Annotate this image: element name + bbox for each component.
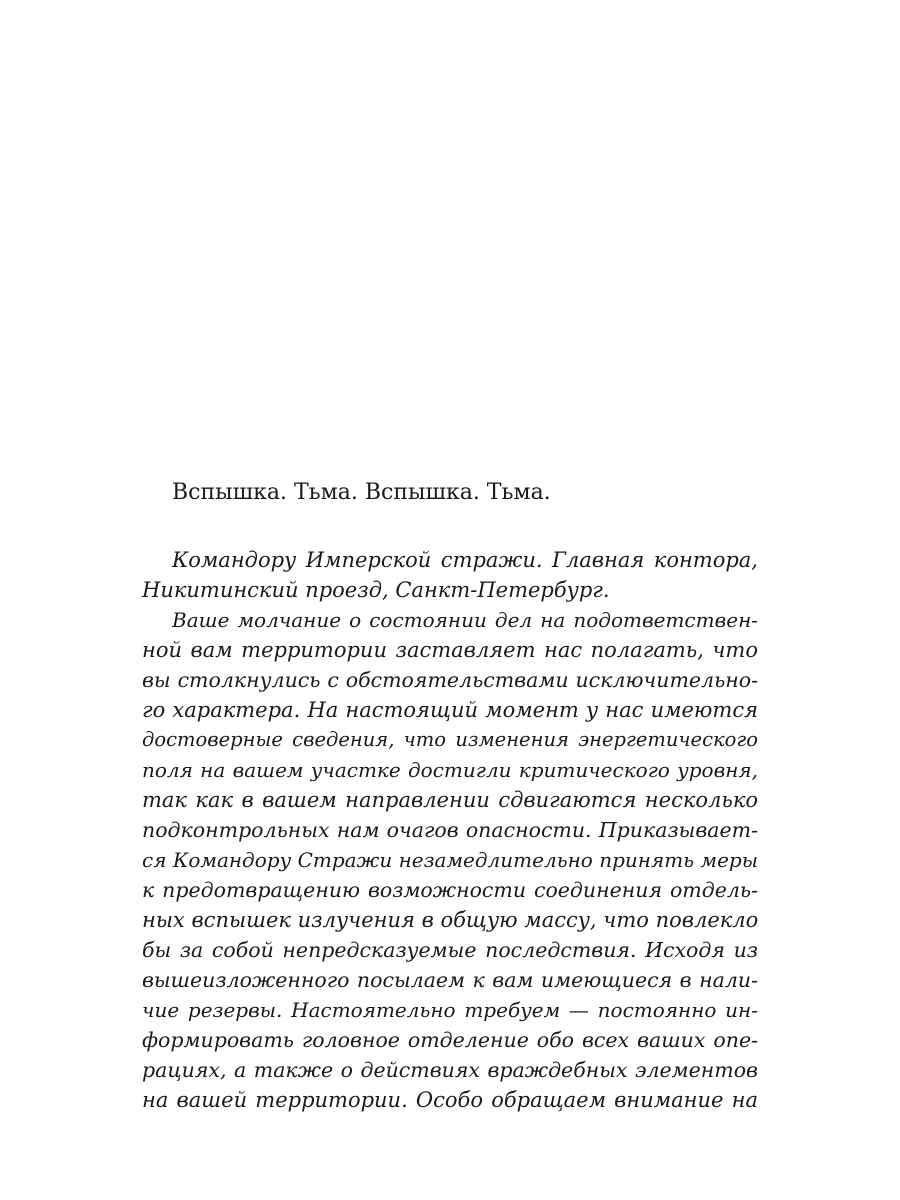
message-line: го характера. На настоящий момент у нас имеются [142,698,758,722]
message-line: ся Командору Стражи незамедлительно принять меры [142,848,758,872]
message-line: бы за собой непредсказуемые последствия. Исходя из [142,938,758,962]
address-block [142,545,758,605]
message-line: к предотвращению возможности соединения отдель- [142,878,758,902]
message-line: поля на вашем участке достигли критического уровня, [142,758,758,782]
message-line: так как в вашем направлении сдвигаются несколько [142,788,758,812]
message-line: ной вам территории заставляет нас полагать, что [142,638,758,662]
message-line: формировать головное отделение обо всех ваших опе- [142,1028,758,1052]
message-line: подконтрольных нам очагов опасности. Приказывает- [142,818,758,842]
address-line: Командору Имперской стражи. Главная контора, [172,548,758,572]
message-line: ных вспышек излучения в общую массу, что повлекло [142,908,759,932]
intro-line: Вспышка. Тьма. Вспышка. Тьма. [172,480,551,505]
message-line: на вашей территории. Особо обращаем внимание на [142,1088,758,1112]
address-line: Никитинский проезд, Санкт-Петербург. [142,578,610,602]
message-paragraph [142,605,758,1115]
message-line: вы столкнулись с обстоятельствами исключительно- [142,668,758,692]
message-line: вышеизложенного посылаем к вам имеющиеся в нали- [142,968,758,992]
message-line: чие резервы. Настоятельно требуем — постоянно ин- [142,998,758,1022]
message-line: Ваше молчание о состоянии дел на подответствен- [172,608,758,632]
message-line: достоверные сведения, что изменения энергетического [142,728,758,751]
message-line: рациях, а также о действиях враждебных элементов [142,1058,758,1082]
text-block [142,478,758,1115]
paragraph-gap [142,508,758,545]
